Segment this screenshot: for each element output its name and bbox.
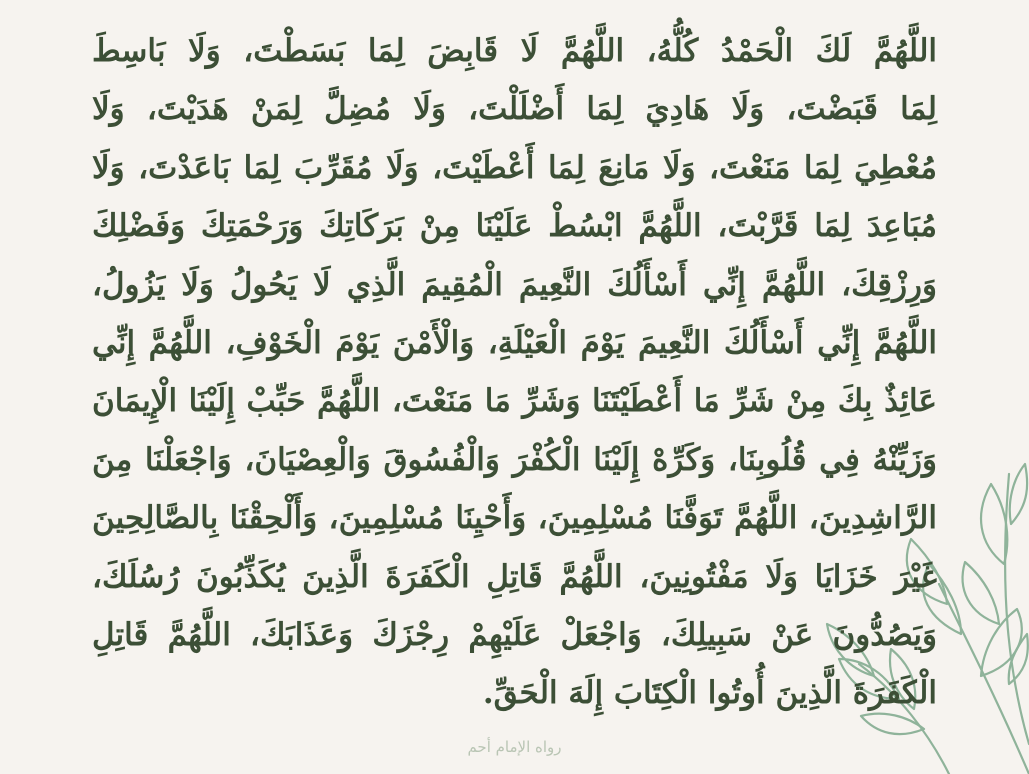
dua-line: مُبَاعِدَ لِمَا قَرَّبْتَ، اللَّهُمَّ ابْسُطْ عَلَيْنَا مِنْ بَرَكَاتِكَ وَرَحْمَتِكَ وَفَضْلِكَ <box>92 208 937 245</box>
dua-line: وَزَيِّنْهُ فِي قُلُوبِنَا، وَكَرِّهْ إِلَيْنَا الْكُفْرَ وَالْفُسُوقَ وَالْعِصْيَانَ، وَاجْعَلْنَا مِنَ <box>92 441 937 478</box>
dua-line: لِمَا قَبَضْتَ، وَلَا هَادِيَ لِمَا أَضْلَلْتَ، وَلَا مُضِلَّ لِمَنْ هَدَيْتَ، وَلَا <box>92 91 937 128</box>
dua-text <box>92 22 937 723</box>
dua-line: عَائِذٌ بِكَ مِنْ شَرِّ مَا أَعْطَيْتَنَا وَشَرِّ مَا مَنَعْتَ، اللَّهُمَّ حَبِّبْ إِلَيْنَا الْإِيمَانَ <box>92 383 937 420</box>
dua-line: الْكَفَرَةَ الَّذِينَ أُوتُوا الْكِتَابَ إِلَهَ الْحَقِّ. <box>482 675 937 712</box>
dua-line: الرَّاشِدِينَ، اللَّهُمَّ تَوَفَّنَا مُسْلِمِينَ، وَأَحْيِنَا مُسْلِمِينَ، وَأَلْحِقْنَا بِالصَّالِحِينَ <box>92 500 937 537</box>
source-attribution: رواه الإمام أحم <box>467 738 562 756</box>
dua-line: وَيَصُدُّونَ عَنْ سَبِيلِكَ، وَاجْعَلْ عَلَيْهِمْ رِجْزَكَ وَعَذَابَكَ، اللَّهُمَّ قَاتِلِ <box>92 616 937 653</box>
dua-line: مُعْطِيَ لِمَا مَنَعْتَ، وَلَا مَانِعَ لِمَا أَعْطَيْتَ، وَلَا مُقَرِّبَ لِمَا بَاعَدْتَ، وَلَا <box>92 149 937 186</box>
dua-line: اللَّهُمَّ لَكَ الْحَمْدُ كُلُّهُ، اللَّهُمَّ لَا قَابِضَ لِمَا بَسَطْتَ، وَلَا بَاسِطَ <box>92 33 938 69</box>
dua-line: اللَّهُمَّ إِنِّي أَسْأَلُكَ النَّعِيمَ يَوْمَ الْعَيْلَةِ، وَالْأَمْنَ يَوْمَ الْخَوْفِ، اللَّهُمَّ إِنِّي <box>92 324 938 361</box>
dua-line: وَرِزْقِكَ، اللَّهُمَّ إِنِّي أَسْأَلُكَ النَّعِيمَ الْمُقِيمَ الَّذِي لَا يَحُولُ وَلَا يَزُولُ، <box>92 266 937 303</box>
dua-line: غَيْرَ خَزَايَا وَلَا مَفْتُونِينَ، اللَّهُمَّ قَاتِلِ الْكَفَرَةَ الَّذِينَ يُكَذِّبُونَ رُسُلَكَ، <box>92 558 937 595</box>
